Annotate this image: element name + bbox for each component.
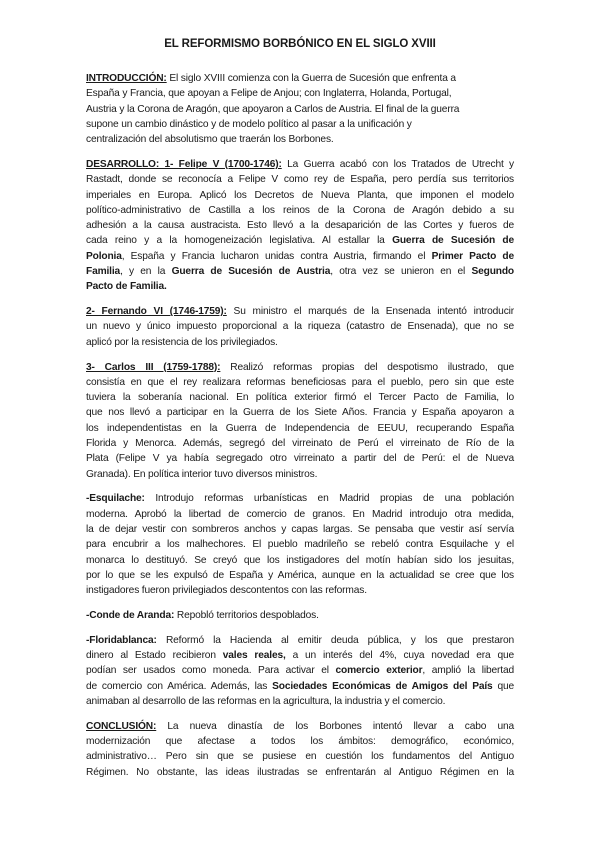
text-run: de comercio con América. Además, las [86, 680, 273, 692]
text-line [86, 132, 514, 147]
text-run: , amplió la libertad [422, 665, 514, 677]
text-run: un nuevo y único impuesto proporcional a la riqueza (catastro de Ensenada), que no se [86, 321, 514, 333]
text-run: administrativo… Pero sin que se pusiese en cuestión los fundamentos del Antiguo [86, 751, 514, 763]
text-run: a un interés del 4%, cuya novedad era que [285, 650, 514, 662]
text-line [86, 86, 514, 101]
text-line [86, 436, 514, 451]
bold-term: comercio exterior [335, 665, 423, 677]
text-run: , otra vez se unieron en el [330, 266, 472, 278]
text-line [86, 679, 514, 694]
paragraph-introduccion [86, 71, 514, 147]
text-run: para encubrir a los malhechores. El pueblo madrileño se rebeló contra Esquilache y el [86, 539, 514, 551]
text-run: consistía en que el rey realizara reformas beneficiosas para el pueblo, pero sin que este [86, 376, 514, 388]
paragraph-conde-de-aranda [86, 608, 514, 623]
text-line [86, 335, 514, 350]
paragraph-floridablanca [86, 633, 514, 709]
text-run: aplicó por la resistencia de los privilegiados. [86, 336, 278, 348]
bold-term: vales reales, [222, 650, 286, 662]
text-run: tuviera la soberanía nacional. En política exterior firmó el Tercer Pacto de Familia, lo [86, 392, 514, 404]
text-line [86, 233, 514, 248]
text-line [86, 203, 514, 218]
text-line [86, 765, 514, 780]
text-line [86, 279, 514, 294]
text-run: La Guerra acabó con los Tratados de Utrecht y [281, 158, 514, 170]
text-line [86, 188, 514, 203]
text-run: España y Francia, que apoyan a Felipe de Anjou; con Inglaterra, Holanda, Portugal, [86, 88, 452, 100]
bold-term: Sociedades Económicas de Amigos del País [272, 680, 493, 692]
text-line [86, 319, 514, 334]
text-run: los independentistas en la Guerra de Independencia de EEUU, recuperando España [86, 422, 514, 434]
text-line [86, 451, 514, 466]
text-line [86, 375, 514, 390]
text-line [86, 218, 514, 233]
text-run: Reformó la Hacienda al emitir deuda pública, y los que prestaron [156, 634, 514, 646]
text-run: Austria y la Corona de Aragón, que apoyaron a Carlos de Austria. El final de la guerra [86, 103, 460, 115]
text-run: El siglo XVIII comienza con la Guerra de Sucesión que enfrenta a [166, 73, 456, 84]
section-heading: CONCLUSIÓN: [86, 720, 157, 732]
paragraph-carlos-iii [86, 360, 514, 482]
text-line [86, 553, 514, 568]
bold-term: Primer Pacto de [431, 250, 514, 262]
text-line [86, 633, 514, 648]
bold-term: -Esquilache: [86, 493, 145, 505]
text-line [86, 608, 514, 623]
text-run: Repobló territorios despoblados. [174, 610, 319, 621]
text-run: , España y Francia lucharon unidas contra Austria, firmando el [121, 250, 432, 262]
text-line [86, 537, 514, 552]
text-run: , y en la [120, 266, 172, 278]
text-line [86, 172, 514, 187]
text-line [86, 304, 514, 319]
text-run: animaban al desarrollo de las reformas en la agricultura, la industria y el comercio. [86, 695, 446, 707]
text-run: Introdujo reformas urbanísticas en Madrid propias de una población [144, 493, 514, 505]
text-line [86, 390, 514, 405]
text-run: moderna. Aprobó la libertad de comercio de granos. En Madrid introdujo otra medida, [86, 508, 514, 520]
text-line [86, 719, 514, 734]
text-line [86, 264, 514, 279]
text-run: dinero al Estado recibieron [86, 650, 223, 662]
text-run: monarca lo destituyó. Se creyó que los instigadores del motín habían sido los jesuitas, [86, 554, 514, 566]
text-run: la de dejar vestir con sombreros anchos y capas largas. Se pensaba que vestir así servía [86, 524, 514, 536]
text-run: Realizó reformas propias del despotismo ilustrado, que [220, 361, 514, 373]
text-run: La nueva dinastía de los Borbones intentó llevar a cabo una [156, 720, 514, 732]
text-line [86, 568, 514, 583]
text-line [86, 522, 514, 537]
text-run: instigadores fueron privilegiados descontentos con las reformas. [86, 585, 367, 597]
text-run: Plata (Felipe V ya había segregado otro virreinato a partir del de Perú: el de Nueva [86, 453, 514, 465]
bold-term: Familia [86, 266, 121, 278]
text-line [86, 360, 514, 375]
text-line [86, 71, 514, 86]
text-run: que [492, 680, 515, 692]
section-heading: 2- Fernando VI (1746-1759): [86, 306, 227, 318]
text-line [86, 491, 514, 506]
text-line [86, 421, 514, 436]
text-run: imperiales en Europa. Aplicó los Decretos de Nueva Planta, que imponen el modelo [86, 189, 514, 201]
document-title: EL REFORMISMO BORBÓNICO EN EL SIGLO XVIII [164, 38, 436, 50]
text-line [86, 749, 514, 764]
bold-term: Guerra de Sucesión de [392, 235, 514, 247]
text-line [86, 102, 514, 117]
document-body [86, 71, 514, 789]
text-run: Rastadt, donde se reconocía a Felipe V como rey de España, pero perdía sus territorios [86, 174, 514, 186]
text-line [86, 117, 514, 132]
paragraph-conclusion [86, 719, 514, 780]
text-run: Su ministro el marqués de la Ensenada intentó introducir [226, 306, 514, 318]
bold-term: Segundo [471, 266, 515, 278]
bold-term: Guerra de Sucesión de Austria [171, 266, 331, 278]
text-line [86, 157, 514, 172]
section-heading: INTRODUCCIÓN: [86, 73, 167, 84]
text-line [86, 583, 514, 598]
text-line [86, 507, 514, 522]
paragraph-esquilache [86, 491, 514, 598]
text-run: podían ser usados como moneda. Para activar el [86, 665, 336, 677]
text-run: cada reino y a la homogeneización legislativa. Al estallar la [86, 235, 393, 247]
paragraph-desarrollo-felipe-v [86, 157, 514, 295]
text-line [86, 663, 514, 678]
bold-term: Pacto de Familia. [86, 281, 167, 293]
text-line [86, 467, 514, 482]
text-line [86, 734, 514, 749]
text-line [86, 694, 514, 709]
text-line [86, 249, 514, 264]
text-run: Régimen. No obstante, las ideas ilustradas se enfrentarán al Antiguo Régimen en la [86, 766, 514, 778]
text-run: modernización que afectase a todos los ámbitos: demográfico, económico, [86, 736, 514, 748]
paragraph-fernando-vi [86, 304, 514, 350]
section-heading: 3- Carlos III (1759-1788): [86, 361, 221, 373]
bold-term: -Conde de Aranda: [86, 610, 175, 621]
text-run: adhesión a la causa austracista. Esto llevó a la desaparición de las Cortes y fueros de [86, 220, 514, 232]
text-run: político-administrativo de Castilla a los reinos de la Corona de Aragón debido a su [86, 204, 514, 216]
section-heading: DESARROLLO: 1- Felipe V (1700-1746): [86, 158, 282, 170]
text-run: por lo que se les expulsó de España y América, aunque en la actualidad se cree que los [86, 569, 514, 581]
bold-term: -Floridablanca: [86, 634, 157, 646]
text-line [86, 405, 514, 420]
bold-term: Polonia [86, 250, 122, 262]
text-run: supone un cambio dinástico y de modelo político al pasar a la unificación y [86, 118, 412, 130]
text-run: Granada). En política interior tuvo diversos ministros. [86, 468, 318, 480]
text-line [86, 648, 514, 663]
text-run: centralización del absolutismo que traerán los Borbones. [86, 134, 334, 146]
text-run: que nos llevó a participar en la Guerra de los Siete Años. Francia y España apoyaron a [86, 407, 514, 419]
text-run: Florida y Menorca. Además, segregó del virreinato de Perú el virreinato de Río de la [86, 438, 514, 450]
